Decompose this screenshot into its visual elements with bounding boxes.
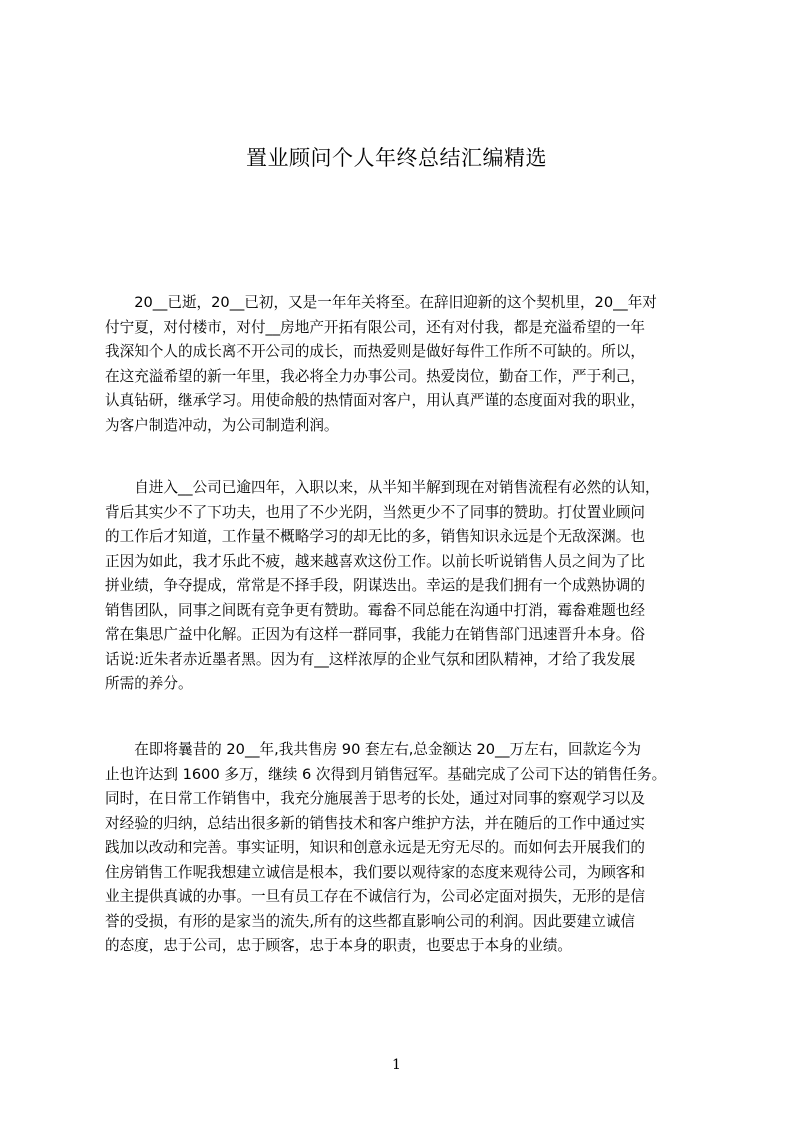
paragraph-line: 的工作后才知道，工作量不概略学习的却无比的多，销售知识永远是个无敌深渊。也 <box>105 528 645 545</box>
paragraph-line: 正因为如此，我才乐此不疲，越来越喜欢这份工作。以前长听说销售人员之间为了比 <box>105 552 645 570</box>
paragraph-2 <box>105 476 697 697</box>
paragraph-line: 自进入__公司已逾四年，入职以来，从半知半解到现在对销售流程有必然的认知， <box>105 479 660 496</box>
paragraph-line: 拼业绩，争夺提成，常常是不择手段，阴谋迭出。幸运的是我们拥有一个成熟协调的 <box>105 577 645 594</box>
paragraph-line: 所需的养分。 <box>105 675 193 692</box>
paragraph-line: 住房销售工作呢我想建立诚信是根本，我们要以观待家的态度来观待公司，为顾客和 <box>105 863 645 881</box>
paragraph-line: 在这充溢希望的新一年里，我必将全力办事公司。热爱岗位，勤奋工作，严于利己， <box>105 367 645 385</box>
paragraph-line: 为客户制造冲动，为公司制造利润。 <box>105 416 339 434</box>
paragraph-line: 认真钻研，继承学习。用使命般的热情面对客户，用认真严谨的态度面对我的职业， <box>105 392 645 409</box>
paragraph-line: 业主提供真诚的办事。一旦有员工存在不诚信行为，公司必定面对损失，无形的是信 <box>105 888 645 905</box>
paragraph-3 <box>105 738 697 959</box>
paragraph-1 <box>105 291 697 438</box>
paragraph-line: 的态度，忠于公司，忠于顾客，忠于本身的职责，也要忠于本身的业绩。 <box>105 937 573 954</box>
paragraph-line: 话说:近朱者赤近墨者黑。因为有__这样浓厚的企业气氛和团队精神，才给了我发展 <box>105 650 636 668</box>
paragraph-line: 常在集思广益中化解。正因为有这样一群同事，我能力在销售部门迅速晋升本身。俗 <box>105 626 645 643</box>
paragraph-line: 背后其实少不了下功夫，也用了不少光阴，当然更少不了同事的赞助。打仗置业顾问 <box>105 503 645 521</box>
paragraph-line: 止也许达到 1600 多万，继续 6 次得到月销售冠军。基础完成了公司下达的销售任务。 <box>105 765 667 783</box>
paragraph-line: 誉的受损，有形的是家当的流失,所有的这些都直影响公司的利润。因此要建立诚信 <box>105 912 636 930</box>
paragraph-line: 销售团队，同事之间既有竞争更有赞助。霉畚不同总能在沟通中打消，霉畚难题也经 <box>105 601 645 619</box>
page-number: 1 <box>392 1057 401 1073</box>
paragraph-line: 在即将曩昔的 20__年,我共售房 90 套左右,总金额达 20__万左右，回款迄今为 <box>105 741 641 758</box>
paragraph-line: 我深知个人的成长离不开公司的成长，而热爱则是做好每件工作所不可缺的。所以， <box>105 343 645 360</box>
document-title: 置业顾问个人年终总结汇编精选 <box>246 146 547 170</box>
paragraph-line: 对经验的归纳，总结出很多新的销售技术和客户维护方法，并在随后的工作中通过实 <box>105 814 645 832</box>
paragraph-line: 践加以改动和完善。事实证明，知识和创意永远是无穷无尽的。而如何去开展我们的 <box>105 839 645 856</box>
paragraph-line: 20__已逝，20__已初，又是一年年关将至。在辞旧迎新的这个契机里，20__年对 <box>105 294 657 311</box>
paragraph-line: 同时，在日常工作销售中，我充分施展善于思考的长处，通过对同事的察观学习以及 <box>105 790 645 807</box>
paragraph-line: 付宁夏，对付楼市，对付__房地产开拓有限公司，还有对付我，都是充溢希望的一年 <box>105 318 645 336</box>
